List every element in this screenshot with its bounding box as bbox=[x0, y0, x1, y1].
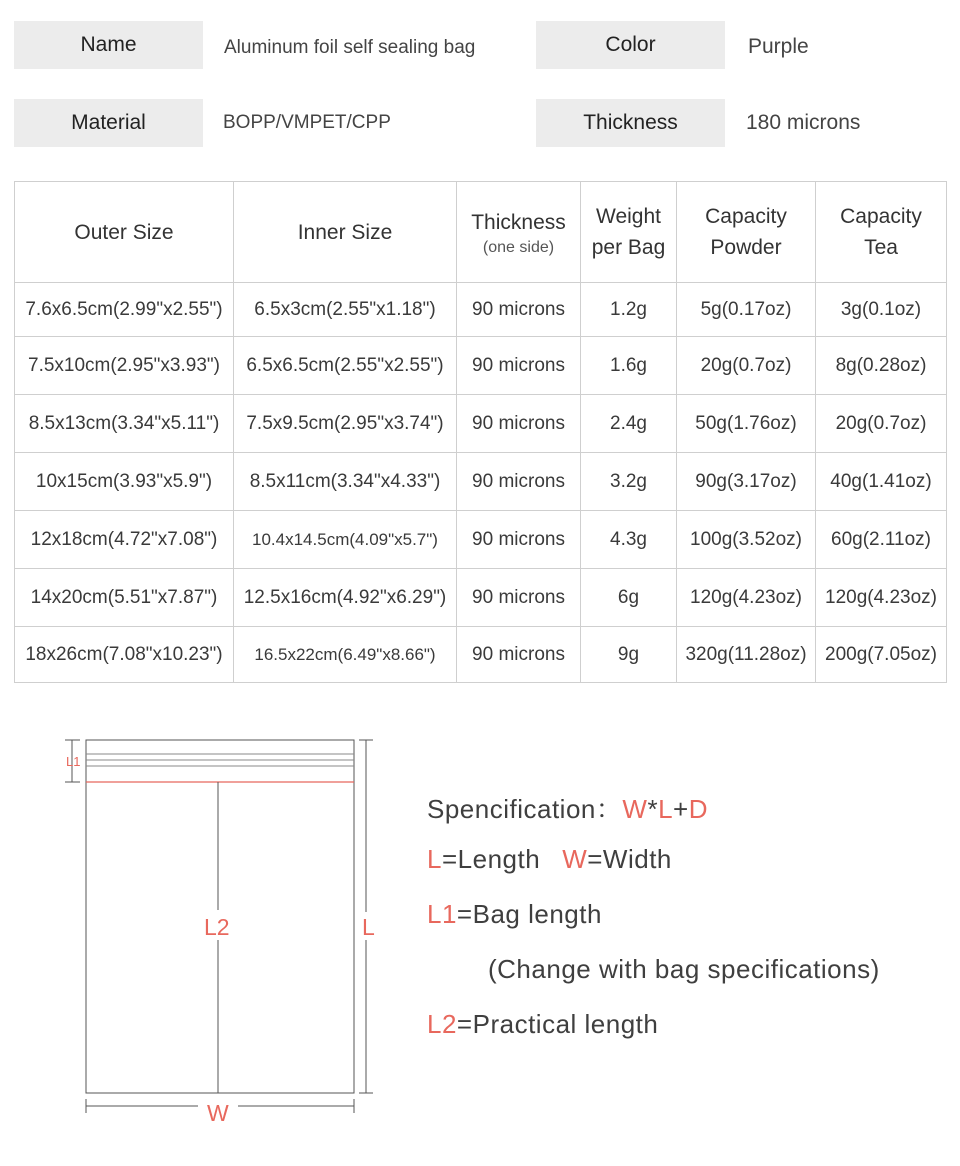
cell-outer: 7.5x10cm(2.95"x3.93") bbox=[15, 337, 234, 395]
cell-thickness: 90 microns bbox=[457, 511, 581, 569]
cell-outer: 12x18cm(4.72"x7.08") bbox=[15, 511, 234, 569]
name-label: Name bbox=[14, 21, 203, 69]
thickness-value: 180 microns bbox=[746, 111, 861, 134]
spec-l1-key: L1 bbox=[427, 899, 457, 929]
cell-powder: 90g(3.17oz) bbox=[677, 453, 816, 511]
table-row bbox=[15, 569, 947, 627]
cell-inner: 10.4x14.5cm(4.09"x5.7") bbox=[234, 511, 457, 569]
table-row bbox=[15, 511, 947, 569]
cell-weight: 1.2g bbox=[581, 283, 677, 337]
table-row bbox=[15, 395, 947, 453]
cell-powder: 120g(4.23oz) bbox=[677, 569, 816, 627]
cell-inner: 16.5x22cm(6.49"x8.66") bbox=[234, 627, 457, 683]
spec-l1-text: =Bag length bbox=[456, 899, 602, 929]
spec-l2-key: L2 bbox=[427, 1009, 457, 1039]
cell-outer: 10x15cm(3.93"x5.9") bbox=[15, 453, 234, 511]
material-value: BOPP/VMPET/CPP bbox=[223, 112, 391, 133]
cell-weight: 3.2g bbox=[581, 453, 677, 511]
header-thickness-sub: (one side) bbox=[482, 238, 555, 256]
cell-inner: 8.5x11cm(3.34"x4.33") bbox=[234, 453, 457, 511]
header-capacity-powder: Capacity Powder bbox=[677, 182, 816, 283]
cell-inner: 6.5x3cm(2.55"x1.18") bbox=[234, 283, 457, 337]
cell-powder: 20g(0.7oz) bbox=[677, 337, 816, 395]
spec-formula-line: Spencification：W*L+D bbox=[427, 794, 708, 824]
spec-l2-line bbox=[427, 1009, 658, 1040]
cell-powder: 320g(11.28oz) bbox=[677, 627, 816, 683]
header-capacity-tea: Capacity Tea bbox=[816, 182, 947, 283]
cell-outer: 14x20cm(5.51"x7.87") bbox=[15, 569, 234, 627]
cell-weight: 4.3g bbox=[581, 511, 677, 569]
header-weight: Weight per Bag bbox=[581, 182, 677, 283]
cell-thickness: 90 microns bbox=[457, 569, 581, 627]
l-label: L bbox=[362, 914, 375, 940]
cell-weight: 1.6g bbox=[581, 337, 677, 395]
cell-thickness: 90 microns bbox=[457, 627, 581, 683]
cell-tea: 40g(1.41oz) bbox=[816, 453, 947, 511]
spec-l1-line bbox=[427, 899, 602, 930]
cell-powder: 100g(3.52oz) bbox=[677, 511, 816, 569]
cell-outer: 18x26cm(7.08"x10.23") bbox=[15, 627, 234, 683]
w-label: W bbox=[207, 1100, 229, 1126]
cell-thickness: 90 microns bbox=[457, 283, 581, 337]
material-label: Material bbox=[14, 99, 203, 147]
color-value: Purple bbox=[748, 35, 809, 58]
cell-tea: 20g(0.7oz) bbox=[816, 395, 947, 453]
spec-l-text: =Length bbox=[441, 844, 541, 874]
cell-powder: 50g(1.76oz) bbox=[677, 395, 816, 453]
cell-inner: 7.5x9.5cm(2.95"x3.74") bbox=[234, 395, 457, 453]
cell-thickness: 90 microns bbox=[457, 395, 581, 453]
spec-l1-note: (Change with bag specifications) bbox=[488, 954, 880, 984]
cell-powder: 5g(0.17oz) bbox=[677, 283, 816, 337]
cell-tea: 60g(2.11oz) bbox=[816, 511, 947, 569]
cell-inner: 6.5x6.5cm(2.55"x2.55") bbox=[234, 337, 457, 395]
spec-w-text: =Width bbox=[587, 844, 672, 874]
cell-inner: 12.5x16cm(4.92"x6.29") bbox=[234, 569, 457, 627]
color-label: Color bbox=[536, 21, 725, 69]
table-header-row bbox=[15, 182, 947, 283]
size-table bbox=[14, 181, 947, 683]
cell-outer: 7.6x6.5cm(2.99"x2.55") bbox=[15, 283, 234, 337]
cell-tea: 3g(0.1oz) bbox=[816, 283, 947, 337]
table-row bbox=[15, 283, 947, 337]
cell-tea: 8g(0.28oz) bbox=[816, 337, 947, 395]
cell-weight: 6g bbox=[581, 569, 677, 627]
table-row bbox=[15, 627, 947, 683]
cell-tea: 120g(4.23oz) bbox=[816, 569, 947, 627]
spec-l-key: L bbox=[427, 844, 442, 874]
spec-l2-text: =Practical length bbox=[456, 1009, 659, 1039]
cell-tea: 200g(7.05oz) bbox=[816, 627, 947, 683]
bag-diagram bbox=[0, 730, 400, 1130]
table-row bbox=[15, 337, 947, 395]
cell-thickness: 90 microns bbox=[457, 453, 581, 511]
header-inner-size: Inner Size bbox=[234, 182, 457, 283]
spec-length-width-line bbox=[427, 844, 672, 875]
name-value: Aluminum foil self sealing bag bbox=[224, 37, 476, 58]
cell-weight: 2.4g bbox=[581, 395, 677, 453]
header-outer-size: Outer Size bbox=[15, 182, 234, 283]
cell-thickness: 90 microns bbox=[457, 337, 581, 395]
l1-label: L1 bbox=[66, 754, 81, 769]
cell-outer: 8.5x13cm(3.34"x5.11") bbox=[15, 395, 234, 453]
l2-label: L2 bbox=[204, 914, 230, 940]
table-row bbox=[15, 453, 947, 511]
spec-w-key: W bbox=[562, 844, 588, 874]
spec-formula-prefix: Spencification： bbox=[427, 794, 623, 824]
cell-weight: 9g bbox=[581, 627, 677, 683]
thickness-label: Thickness bbox=[536, 99, 725, 147]
header-thickness: Thickness (one side) bbox=[457, 182, 581, 283]
